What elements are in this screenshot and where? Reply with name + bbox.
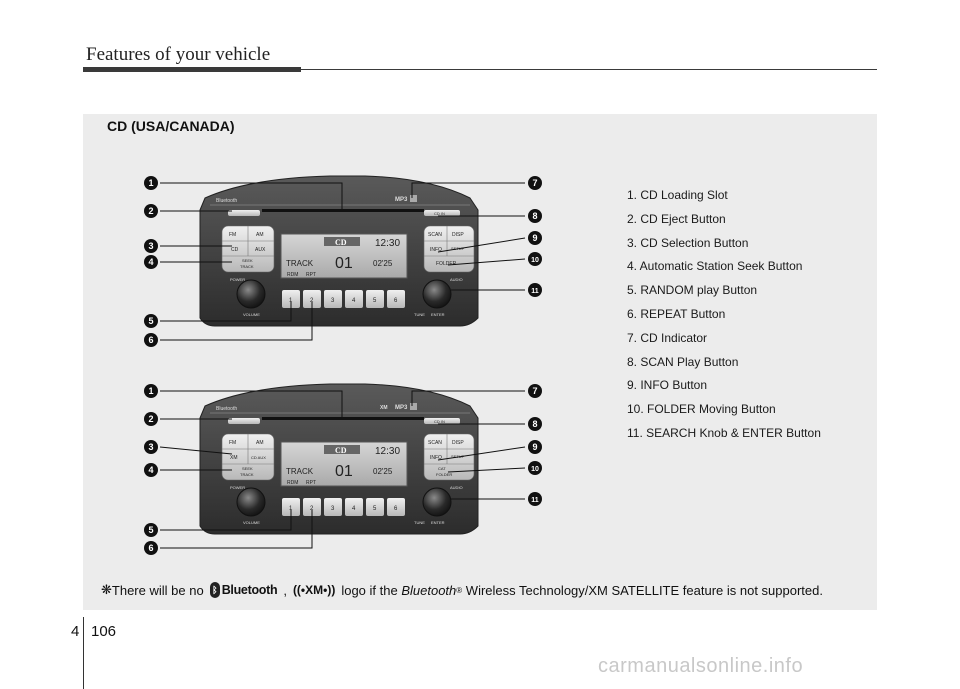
am-button[interactable]: AM (256, 232, 264, 238)
legend-item: 7. CD Indicator (627, 330, 708, 345)
legend-item: 9. INFO Button (627, 378, 708, 393)
info-button[interactable]: INFO (430, 455, 442, 461)
mp3-label: MP3 (395, 405, 408, 411)
callout-10: 10 (531, 466, 539, 473)
legend-item: 2. CD Eject Button (627, 211, 726, 226)
page-number-divider (83, 617, 84, 689)
callout-4: 4 (148, 257, 154, 267)
search-knob[interactable] (423, 280, 451, 308)
callout-11: 11 (531, 497, 539, 504)
display-mode: CD (335, 238, 347, 247)
cat-button[interactable]: CAT (438, 466, 446, 471)
volume-label: VOLUME (243, 520, 260, 525)
bluetooth-icon: ᛒ (210, 582, 220, 598)
bluetooth-logo (210, 582, 278, 598)
cd-eject-button[interactable] (228, 418, 260, 424)
callout-7: 7 (532, 386, 538, 396)
display-mode: CD (335, 446, 347, 455)
folder-button[interactable]: FOLDER (436, 472, 453, 477)
preset-label-6: 6 (394, 298, 398, 304)
display-flag-rdm: RDM (287, 480, 299, 486)
cd-loading-slot[interactable] (262, 417, 424, 420)
callout-2: 2 (148, 414, 154, 424)
audio-label: AUDIO (450, 277, 463, 282)
callout-6: 6 (148, 335, 154, 345)
preset-label-5: 5 (373, 506, 377, 512)
chapter-number: 4 (71, 623, 80, 640)
cd-indicator (410, 403, 417, 410)
scan-button[interactable]: SCAN (428, 440, 442, 446)
preset-label-1: 1 (289, 506, 293, 512)
legend-item: 4. Automatic Station Seek Button (627, 259, 803, 274)
callout-5: 5 (148, 316, 154, 326)
display-track-number: 01 (335, 255, 353, 272)
display-flag-rpt: RPT (306, 272, 316, 278)
fm-button[interactable]: FM (229, 440, 237, 446)
volume-label: VOLUME (243, 312, 260, 317)
cd-indicator (410, 195, 417, 202)
callout-11: 11 (531, 288, 539, 295)
legend-item: 6. REPEAT Button (627, 306, 726, 321)
disp-button[interactable]: DISP (452, 440, 464, 446)
callout-8: 8 (532, 419, 538, 429)
display-flag-rdm: RDM (287, 272, 299, 278)
footnote-reg: ® (456, 585, 463, 595)
callout-1: 1 (148, 386, 154, 396)
callout-3: 3 (148, 442, 154, 452)
legend-item: 8. SCAN Play Button (627, 354, 739, 369)
xm-button[interactable]: XM (230, 455, 238, 461)
legend-item: 11. SEARCH Knob & ENTER Button (627, 425, 821, 440)
setup-button[interactable]: SETUP (451, 454, 465, 459)
footnote (101, 582, 823, 598)
display-track-number: 01 (335, 463, 353, 480)
callout-5: 5 (148, 525, 154, 535)
xm-logo: ((•XM•)) (292, 583, 336, 597)
callout-8: 8 (532, 211, 538, 221)
scan-button[interactable]: SCAN (428, 232, 442, 238)
legend-item: 10. FOLDER Moving Button (627, 402, 776, 417)
am-button[interactable]: AM (256, 440, 264, 446)
cd-in-label: CD IN (434, 419, 445, 424)
preset-label-3: 3 (331, 506, 335, 512)
track-label: TRACK (240, 264, 254, 269)
page-number: 106 (91, 623, 117, 640)
preset-label-2: 2 (310, 298, 314, 304)
enter-label: ENTER (431, 520, 445, 525)
bluetooth-logo-text: Bluetooth (221, 583, 278, 597)
display-elapsed: 02'25 (373, 467, 393, 476)
preset-label-5: 5 (373, 298, 377, 304)
callout-6: 6 (148, 543, 154, 553)
preset-label-2: 2 (310, 506, 314, 512)
footnote-text-3: Wireless Technology/XM SATELLITE feature is not supported. (465, 582, 823, 598)
bluetooth-label: Bluetooth (216, 406, 238, 412)
watermark: carmanualsonline.info (598, 655, 804, 677)
callout-1: 1 (148, 178, 154, 188)
callout-9: 9 (532, 233, 538, 243)
seek-button[interactable]: SEEK (242, 466, 253, 471)
power-label: POWER (230, 485, 246, 490)
page-header-title: Features of your vehicle (86, 44, 271, 65)
track-label: TRACK (240, 472, 254, 477)
display-track-label: TRACK (286, 259, 314, 268)
search-knob[interactable] (423, 488, 451, 516)
xm-label: XM (380, 405, 388, 411)
cd-selection-button[interactable]: CD (231, 247, 239, 253)
footnote-symbol: ❋ (101, 582, 112, 597)
aux-button[interactable]: AUX (255, 247, 266, 253)
callout-7: 7 (532, 178, 538, 188)
preset-label-6: 6 (394, 506, 398, 512)
power-volume-knob[interactable] (237, 488, 265, 516)
preset-label-4: 4 (352, 506, 356, 512)
callout-2: 2 (148, 206, 154, 216)
callout-3: 3 (148, 241, 154, 251)
display-time: 12:30 (375, 238, 401, 249)
tune-label: TUNE (414, 520, 425, 525)
footnote-italic: Bluetooth (401, 582, 457, 598)
footnote-comma: , (283, 582, 287, 598)
callout-9: 9 (532, 442, 538, 452)
display-track-label: TRACK (286, 467, 314, 476)
preset-label-4: 4 (352, 298, 356, 304)
component-legend (627, 188, 821, 450)
folder-button[interactable]: FOLDER (436, 261, 457, 267)
section-title: CD (USA/CANADA) (107, 118, 235, 134)
preset-label-1: 1 (289, 298, 293, 304)
mp3-label: MP3 (395, 197, 408, 203)
radio-unit-top (200, 176, 478, 326)
preset-label-3: 3 (331, 298, 335, 304)
enter-label: ENTER (431, 312, 445, 317)
bluetooth-label: Bluetooth (216, 198, 238, 204)
legend-item: 3. CD Selection Button (627, 235, 749, 250)
setup-button[interactable]: SETUP (451, 246, 465, 251)
tune-label: TUNE (414, 312, 425, 317)
power-volume-knob[interactable] (237, 280, 265, 308)
audio-label: AUDIO (450, 485, 463, 490)
cd-selection-button[interactable]: CD AUX (251, 455, 266, 460)
legend-item: 1. CD Loading Slot (627, 188, 728, 202)
callout-10: 10 (531, 257, 539, 264)
cd-eject-button[interactable] (228, 210, 260, 216)
display-time: 12:30 (375, 446, 401, 457)
cd-loading-slot[interactable] (262, 209, 424, 212)
seek-button[interactable]: SEEK (242, 258, 253, 263)
display-elapsed: 02'25 (373, 259, 393, 268)
footnote-text-2: logo if the (341, 582, 398, 598)
fm-button[interactable]: FM (229, 232, 237, 238)
power-label: POWER (230, 277, 246, 282)
display-flag-rpt: RPT (306, 480, 316, 486)
legend-item: 5. RANDOM play Button (627, 283, 758, 298)
footnote-text-1: There will be no (111, 582, 204, 598)
radio-unit-bottom (200, 384, 478, 534)
cd-in-label: CD IN (434, 211, 445, 216)
callout-4: 4 (148, 465, 154, 475)
disp-button[interactable]: DISP (452, 232, 464, 238)
info-button[interactable]: INFO (430, 247, 442, 253)
